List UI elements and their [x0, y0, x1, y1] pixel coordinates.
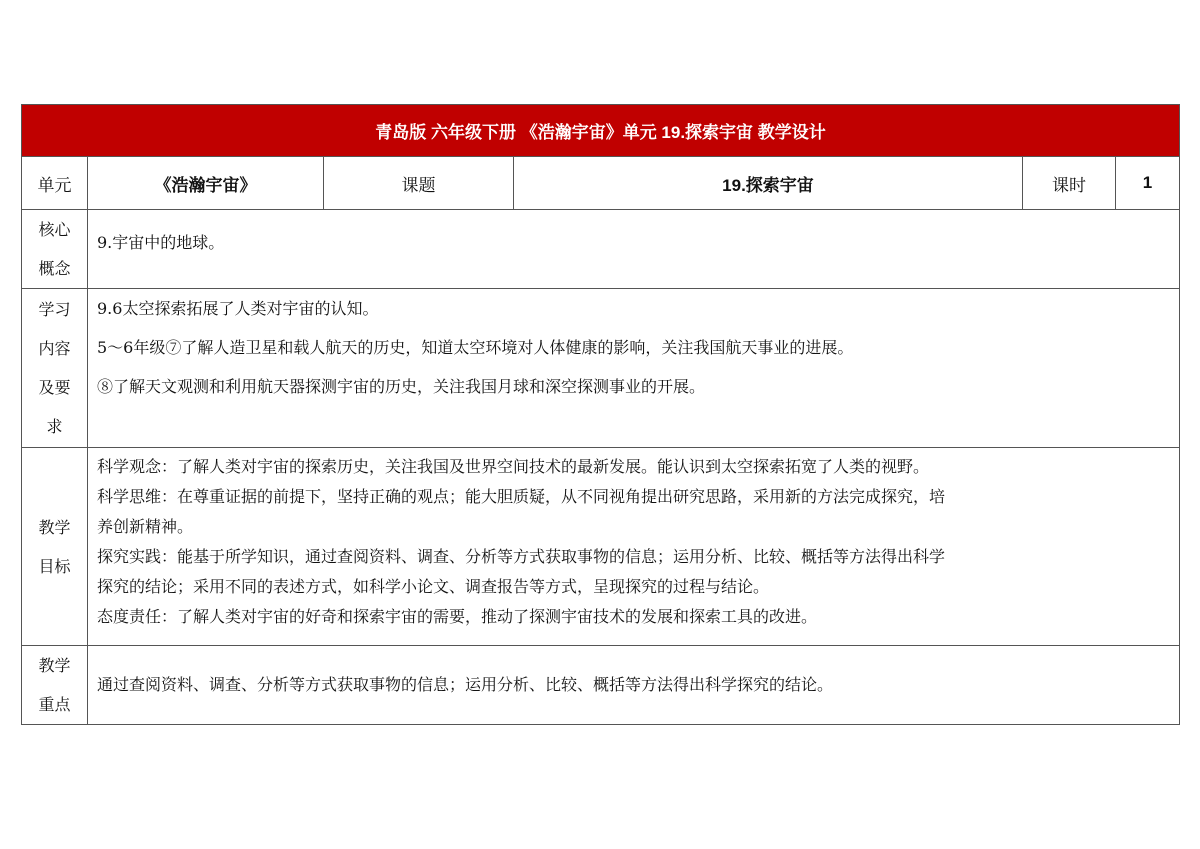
lesson-plan-table — [21, 104, 1180, 725]
learning-line: 9.6太空探索拓展了人类对宇宙的认知。 — [97, 299, 379, 318]
goal-line: 科学观念：了解人类对宇宙的探索历史，关注我国及世界空间技术的最新发展。能认识到太空探索拓宽了人类的视野。 — [97, 457, 930, 476]
core-concept-label: 核心 概念 — [22, 210, 88, 289]
topic-value: 19.探索宇宙 — [514, 157, 1023, 210]
key-points-text: 通过查阅资料、调查、分析等方式获取事物的信息；运用分析、比较、概括等方法得出科学探究的结论。 — [88, 646, 1180, 725]
topic-label: 课题 — [324, 157, 514, 210]
learning-content-text — [88, 289, 1180, 448]
learning-content-row — [22, 289, 1180, 448]
period-label: 课时 — [1023, 157, 1116, 210]
goal-line: 探究的结论；采用不同的表述方式，如科学小论文、调查报告等方式，呈现探究的过程与结论。 — [97, 577, 770, 596]
unit-label: 单元 — [22, 157, 88, 210]
teaching-goals-row — [22, 448, 1180, 646]
goal-line: 养创新精神。 — [97, 517, 194, 536]
teaching-goals-label: 教学 目标 — [22, 448, 88, 646]
key-points-label: 教学 重点 — [22, 646, 88, 725]
goal-line: 态度责任：了解人类对宇宙的好奇和探索宇宙的需要，推动了探测宇宙技术的发展和探索工具的改进。 — [97, 607, 818, 626]
key-points-row — [22, 646, 1180, 725]
core-concept-text: 9.宇宙中的地球。 — [88, 210, 1180, 289]
learning-content-label: 学习 内容 及要 求 — [22, 289, 88, 448]
unit-value: 《浩瀚宇宙》 — [88, 157, 324, 210]
goal-line: 科学思维：在尊重证据的前提下，坚持正确的观点；能大胆质疑，从不同视角提出研究思路，采用新的方法完成探究，培 — [97, 487, 946, 506]
period-value: 1 — [1116, 157, 1180, 210]
core-concept-row — [22, 210, 1180, 289]
lesson-plan-document — [21, 104, 1179, 725]
document-title: 青岛版 六年级下册 《浩瀚宇宙》单元 19.探索宇宙 教学设计 — [22, 105, 1180, 157]
learning-line: 5～6年级⑦了解人造卫星和载人航天的历史，知道太空环境对人体健康的影响，关注我国航天事业的进展。 — [97, 338, 854, 357]
goal-line: 探究实践：能基于所学知识，通过查阅资料、调查、分析等方式获取事物的信息；运用分析、比较、概括等方法得出科学 — [97, 547, 946, 566]
header-row — [22, 157, 1180, 210]
teaching-goals-text — [88, 448, 1180, 646]
learning-line: ⑧了解天文观测和利用航天器探测宇宙的历史，关注我国月球和深空探测事业的开展。 — [97, 377, 706, 396]
